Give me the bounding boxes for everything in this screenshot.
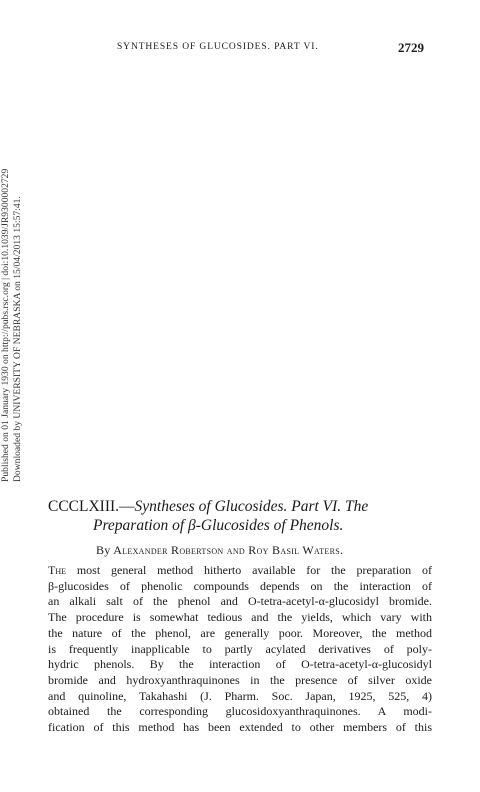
running-title: SYNTHESES OF GLUCOSIDES. PART VI.	[117, 42, 319, 52]
page-number: 2729	[398, 40, 424, 55]
lead-word: The	[48, 563, 66, 577]
article-title	[48, 497, 438, 535]
body-line: and quinoline, Takahashi (J. Pharm. Soc. Japan, 1925, 525, 4)	[48, 688, 432, 703]
body-line	[48, 563, 432, 579]
margin-note-downloaded: Downloaded by UNIVERSITY OF NEBRASKA on 15/04/2013 15:57:41.	[12, 196, 23, 482]
body-line: the nature of the phenol, are generally poor. Moreover, the method	[48, 625, 432, 640]
title-text-part1: Syntheses of Glucosides. Part VI. The	[134, 498, 369, 515]
body-line: bromide and hydroxyanthraquinones in the presence of silver oxide	[48, 672, 432, 687]
body-line: is frequently inapplicable to partly acylated derivatives of poly-	[48, 641, 432, 656]
body-line: hydric phenols. By the interaction of O-tetra-acetyl-α-glucosidyl	[48, 657, 432, 672]
title-number: CCCLXIII.—	[48, 498, 135, 515]
byline	[96, 543, 343, 558]
download-margin-note	[0, 169, 24, 482]
body-line: The procedure is somewhat tedious and the yields, which vary with	[48, 610, 432, 625]
title-text-part2: Preparation of β-Glucosides of Phenols.	[93, 517, 344, 534]
byline-by: By	[96, 543, 111, 557]
body-line: an alkali salt of the phenol and O-tetra-acetyl-α-glucosidyl bromide.	[48, 594, 432, 609]
body-line: obtained the corresponding glucosidoxyanthraquinones. A modi-	[48, 704, 432, 719]
body-line: fication of this method has been extended to other members of this	[48, 720, 432, 735]
margin-note-published: Published on 01 January 1930 on http://pubs.rsc.org | doi:10.1039/JR9300002729	[0, 168, 11, 482]
byline-authors: Alexander Robertson and Roy Basil Waters.	[113, 543, 344, 557]
body-line-text: most general method hitherto available for the preparation of	[66, 563, 432, 577]
title-line-1	[48, 497, 438, 516]
body-paragraph	[48, 563, 432, 736]
body-line: β-glucosides of phenolic compounds depends on the interaction of	[48, 578, 432, 593]
